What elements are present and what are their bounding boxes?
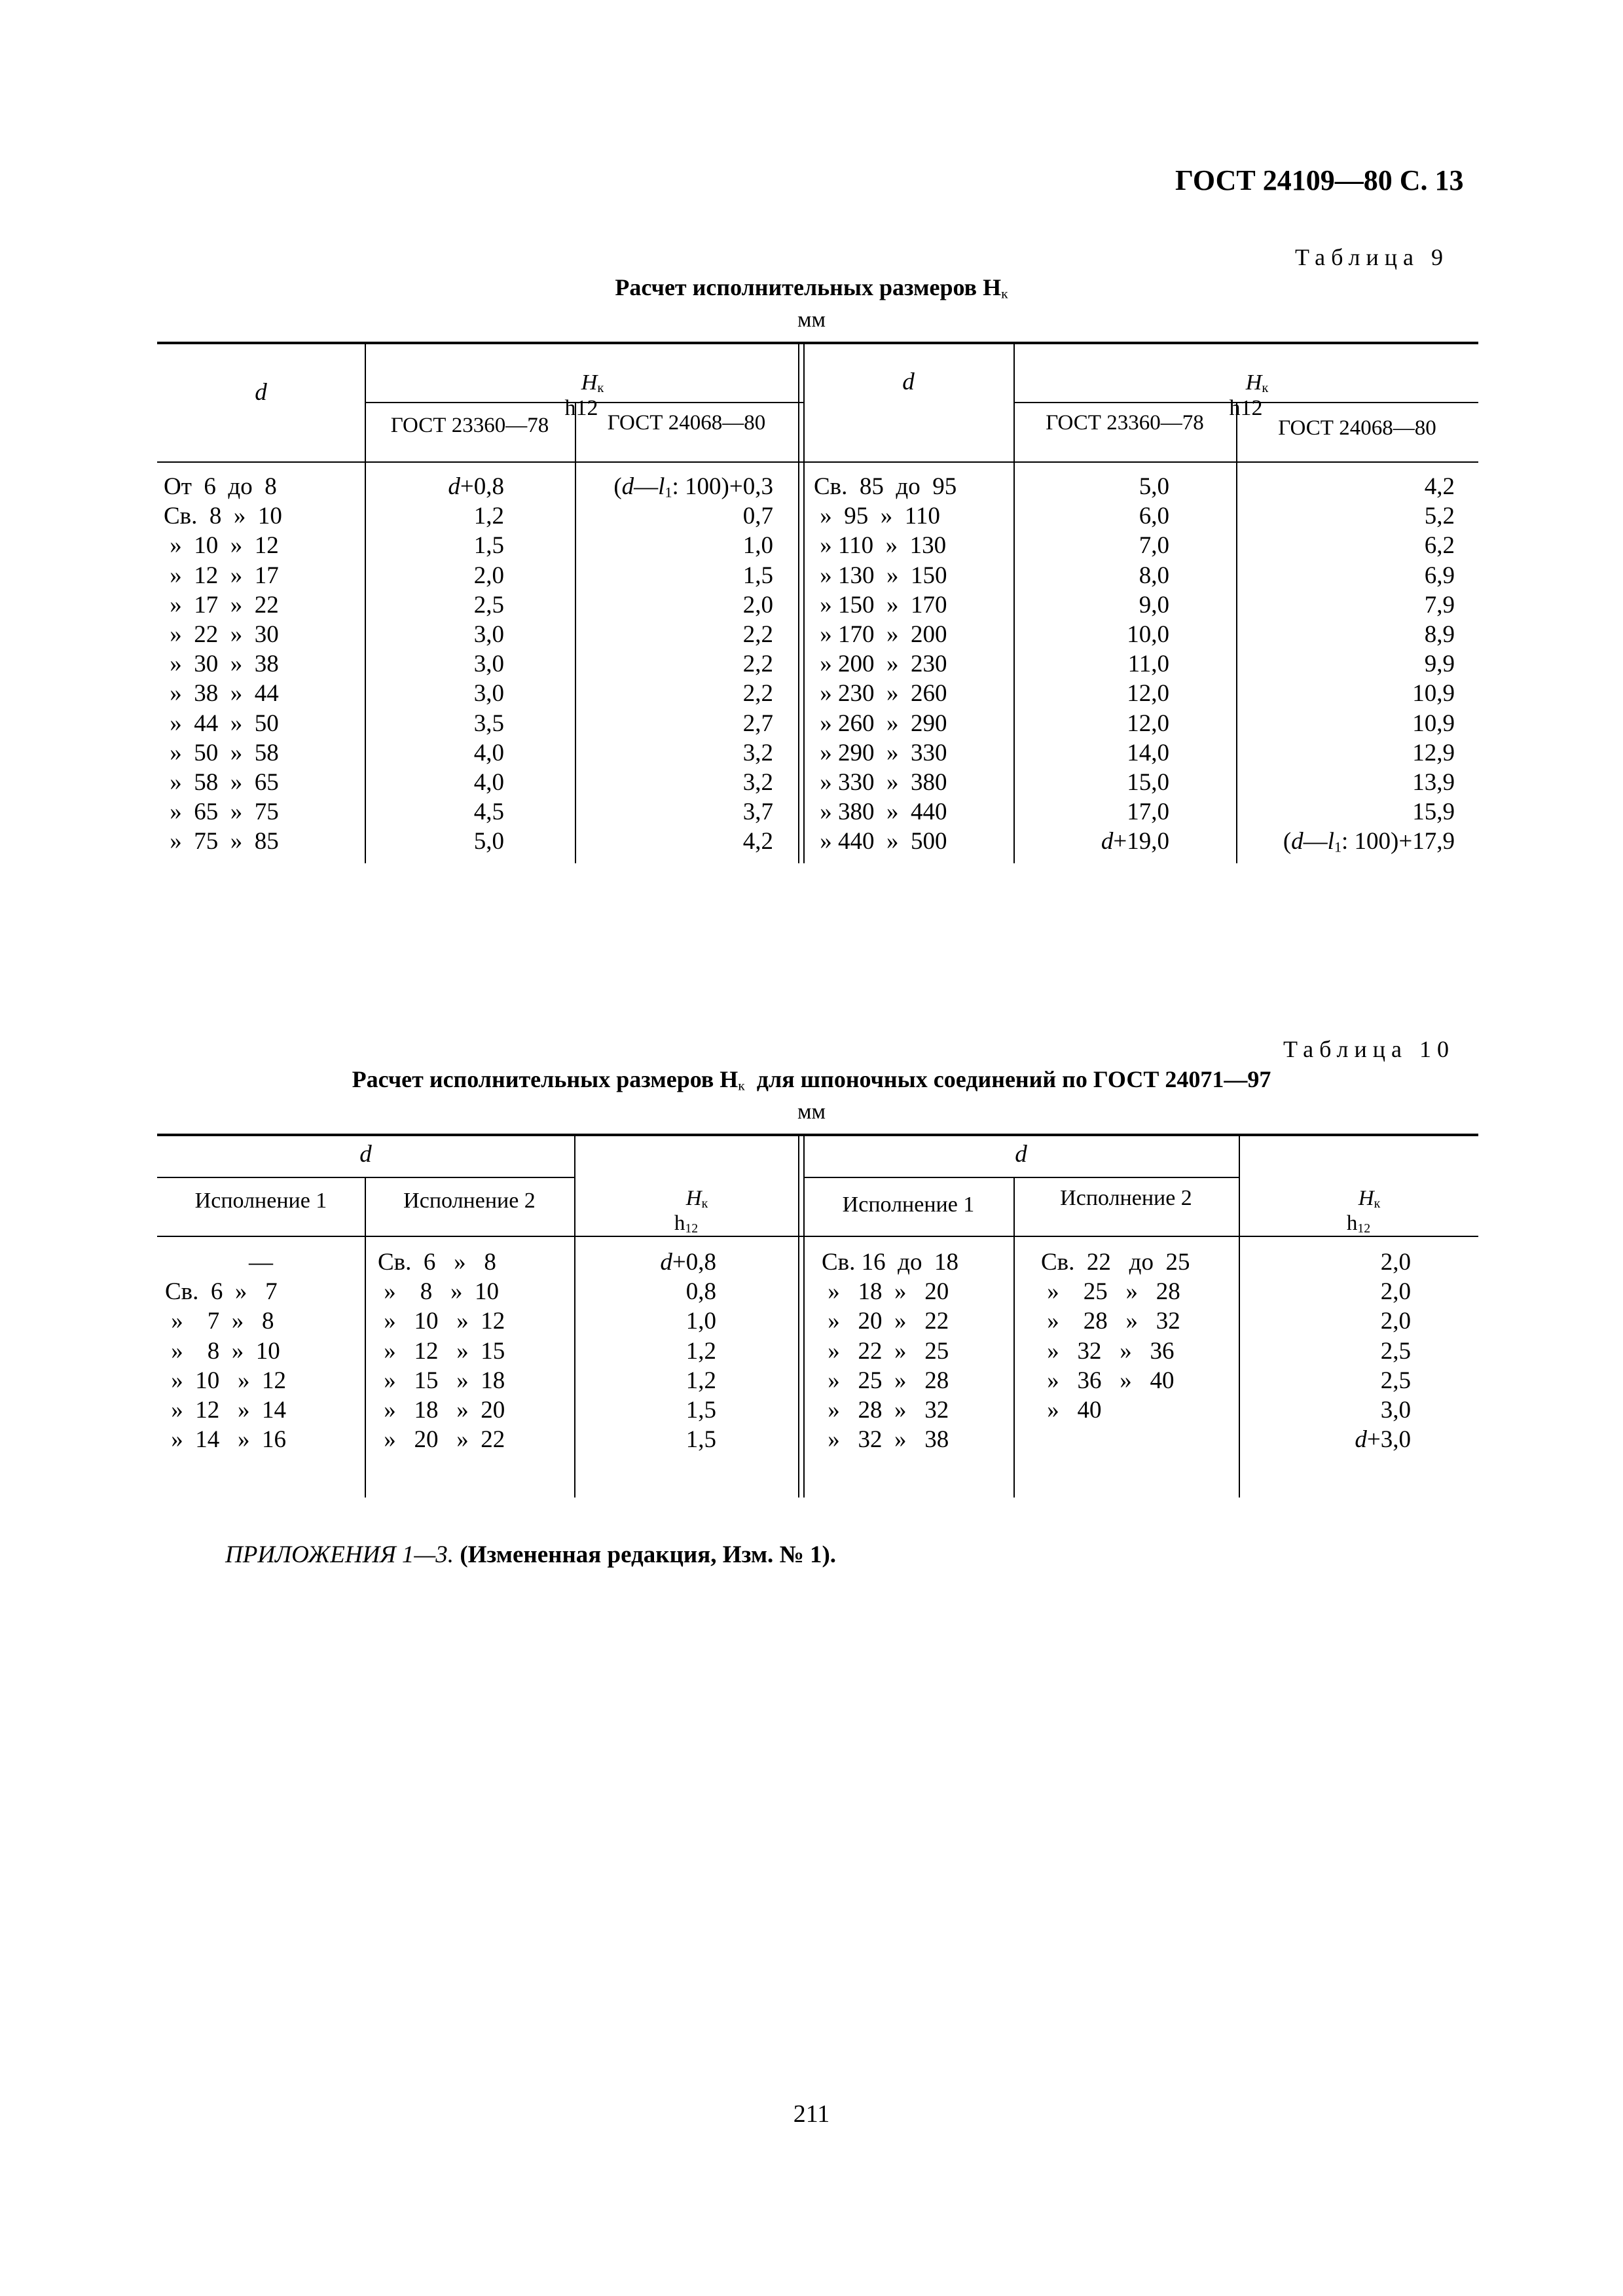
table10-cell-exec2: » 40 — [1041, 1397, 1102, 1424]
table9-col-gost2-left: ГОСТ 24068—80 — [607, 411, 766, 435]
table10-cell-exec2: » 36 » 40 — [1041, 1367, 1175, 1394]
table9-cell-gost1: 9,0 — [1139, 591, 1169, 619]
table9-cell-gost2: 9,9 — [1424, 651, 1455, 678]
footer-note: ПРИЛОЖЕНИЯ 1—3. (Измененная редакция, Изм. № 1). — [225, 1541, 837, 1568]
table9-cell-gost2: 2,2 — [742, 680, 773, 708]
table10-cell-exec2: Св. 22 до 25 — [1041, 1249, 1190, 1276]
table9-cell-gost1: 5,0 — [1139, 473, 1169, 500]
table9-cell-gost1: d+19,0 — [1101, 828, 1169, 855]
table9-col-d-left: d — [255, 379, 267, 406]
table9-cell-d: » 75 » 85 — [164, 828, 279, 855]
table9-cell-d: Св. 8 » 10 — [164, 503, 282, 530]
table9-cell-gost1: 14,0 — [1127, 739, 1169, 766]
table9-cell-d: От 6 до 8 — [164, 473, 277, 500]
table10-cell-h: d+3,0 — [1355, 1426, 1411, 1454]
table9-cell-gost1: 7,0 — [1139, 532, 1169, 560]
table9-cell-d: » 380 » 440 — [814, 798, 947, 826]
table10-cell-exec2: » 10 » 12 — [378, 1308, 505, 1335]
table9-cell-gost2: 2,0 — [742, 591, 773, 619]
table9-label: Таблица 9 — [1295, 244, 1449, 270]
table10-col-h-left: Hк h12 — [674, 1187, 708, 1236]
table9-cell-gost2: 6,2 — [1424, 532, 1455, 560]
table9-cell-gost2: 8,9 — [1424, 621, 1455, 648]
table9-cell-gost2: 2,2 — [742, 651, 773, 678]
table9-col-d-right: d — [902, 368, 915, 395]
table9-cell-d: » 290 » 330 — [814, 739, 947, 766]
table9-cell-gost1: 15,0 — [1127, 769, 1169, 796]
table9-cell-gost2: 5,2 — [1424, 503, 1455, 530]
table10-col-exec2-left: Исполнение 2 — [403, 1189, 536, 1213]
table10-col-d-right: d — [1015, 1141, 1027, 1168]
table9-cell-gost2: 3,2 — [742, 769, 773, 796]
table10-cell-exec1: — — [249, 1249, 273, 1276]
table9-cell-gost2: 12,9 — [1412, 739, 1455, 766]
table10-cell-exec2: » 32 » 36 — [1041, 1337, 1175, 1365]
table9-cell-gost1: 1,2 — [473, 503, 504, 530]
table9-cell-d: » 44 » 50 — [164, 709, 279, 737]
table10-cell-exec2: Св. 6 » 8 — [378, 1249, 496, 1276]
table10-cell-exec1: » 8 » 10 — [165, 1337, 280, 1365]
table9-cell-d: Св. 85 до 95 — [814, 473, 957, 500]
table10-cell-exec2: » 12 » 15 — [378, 1337, 505, 1365]
table9-cell-d: » 200 » 230 — [814, 651, 947, 678]
table10-cell-exec1: » 32 » 38 — [822, 1426, 949, 1454]
table10-cell-h: 2,0 — [1380, 1278, 1411, 1306]
table9-cell-gost2: 6,9 — [1424, 562, 1455, 589]
table9-cell-gost1: 1,5 — [473, 532, 504, 560]
table10-cell-exec2: » 28 » 32 — [1041, 1308, 1180, 1335]
table10-col-exec1-left: Исполнение 1 — [194, 1189, 327, 1213]
table10-cell-h: 1,5 — [685, 1426, 716, 1454]
table9-cell-gost2: 7,9 — [1424, 591, 1455, 619]
table9-cell-gost2: 3,7 — [742, 798, 773, 826]
table10-cell-h: 2,5 — [1380, 1337, 1411, 1365]
table10-col-exec2-right: Исполнение 2 — [1060, 1186, 1192, 1210]
table9-cell-gost1: 8,0 — [1139, 562, 1169, 589]
table9-unit: мм — [797, 308, 826, 332]
table10-cell-exec1: » 14 » 16 — [165, 1426, 286, 1454]
table10-label: Таблица 10 — [1283, 1036, 1455, 1062]
table9-cell-d: » 110 » 130 — [814, 532, 947, 560]
table10-cell-exec2: » 18 » 20 — [378, 1397, 505, 1424]
table9-cell-gost2: 1,5 — [742, 562, 773, 589]
table9-cell-d: » 50 » 58 — [164, 739, 279, 766]
table9-cell-d: » 22 » 30 — [164, 621, 279, 648]
table9-cell-gost2: 10,9 — [1412, 680, 1455, 708]
table9-cell-d: » 58 » 65 — [164, 769, 279, 796]
table10-cell-h: 2,5 — [1380, 1367, 1411, 1394]
table9-cell-d: » 10 » 12 — [164, 532, 279, 560]
table9-cell-gost2: 0,7 — [742, 503, 773, 530]
table10-cell-h: 1,2 — [685, 1367, 716, 1394]
table9-cell-gost1: 3,0 — [473, 621, 504, 648]
table9-cell-gost2: 3,2 — [742, 739, 773, 766]
table9-cell-d: » 170 » 200 — [814, 621, 947, 648]
table9-cell-d: » 17 » 22 — [164, 591, 279, 619]
page-header: ГОСТ 24109—80 С. 13 — [1175, 164, 1464, 196]
table10-cell-exec2: » 25 » 28 — [1041, 1278, 1180, 1306]
table9-cell-gost1: 17,0 — [1127, 798, 1169, 826]
table9-cell-gost2: 13,9 — [1412, 769, 1455, 796]
table9-cell-gost2: 15,9 — [1412, 798, 1455, 826]
table9-cell-gost1: 10,0 — [1127, 621, 1169, 648]
table10-cell-exec1: Св. 6 » 7 — [165, 1278, 278, 1306]
table9-cell-gost1: 4,0 — [473, 739, 504, 766]
table9-col-h-right: $H_к$ h12 — [1229, 370, 1269, 421]
table10-cell-h: d+0,8 — [660, 1249, 716, 1276]
table10-cell-exec1: » 7 » 8 — [165, 1308, 274, 1335]
table10-cell-exec1: » 12 » 14 — [165, 1397, 286, 1424]
table9-cell-d: » 330 » 380 — [814, 769, 947, 796]
table10-cell-h: 2,0 — [1380, 1249, 1411, 1276]
table9-col-gost2-right: ГОСТ 24068—80 — [1278, 416, 1436, 440]
table9-cell-d: » 130 » 150 — [814, 562, 947, 589]
table10-col-exec1-right: Исполнение 1 — [842, 1193, 975, 1217]
table9-cell-gost1: 11,0 — [1127, 651, 1169, 678]
table10-cell-exec1: » 20 » 22 — [822, 1308, 949, 1335]
table9-col-gost1-left: ГОСТ 23360—78 — [390, 414, 549, 437]
table9-cell-gost1: 5,0 — [473, 828, 504, 855]
table9-cell-gost2: 4,2 — [742, 828, 773, 855]
table9-cell-d: » 65 » 75 — [164, 798, 279, 826]
table10-cell-h: 1,5 — [685, 1397, 716, 1424]
table9-cell-gost1: 3,5 — [473, 709, 504, 737]
table9-cell-d: » 230 » 260 — [814, 680, 947, 708]
table9-cell-gost2: 2,7 — [742, 709, 773, 737]
table9-cell-gost1: 12,0 — [1127, 709, 1169, 737]
table9-cell-gost1: d+0,8 — [448, 473, 504, 500]
table10-cell-exec1: » 22 » 25 — [822, 1337, 949, 1365]
table9-cell-gost1: 2,0 — [473, 562, 504, 589]
table10-cell-h: 1,0 — [685, 1308, 716, 1335]
table9-col-gost1-right: ГОСТ 23360—78 — [1046, 411, 1204, 435]
table9-cell-d: » 150 » 170 — [814, 591, 947, 619]
table10-unit: мм — [797, 1100, 826, 1124]
table9-cell-gost2: ($d—l_1$: 100)+0,3 — [613, 473, 773, 501]
table9-cell-gost2: 1,0 — [742, 532, 773, 560]
table9-cell-d: » 260 » 290 — [814, 709, 947, 737]
table10-cell-exec1: » 28 » 32 — [822, 1397, 949, 1424]
table9-cell-d: » 440 » 500 — [814, 828, 947, 855]
table10-title: Расчет исполнительных размеров $H_к$ для шпоночных соединений по ГОСТ 24071—97 — [352, 1066, 1271, 1094]
table9-cell-gost1: 3,0 — [473, 651, 504, 678]
table10-cell-exec1: Св. 16 до 18 — [822, 1249, 958, 1276]
table9-cell-gost1: 3,0 — [473, 680, 504, 708]
table9-cell-gost1: 4,0 — [473, 769, 504, 796]
table10-cell-exec2: » 20 » 22 — [378, 1426, 505, 1454]
table10-cell-h: 0,8 — [685, 1278, 716, 1306]
table10-cell-exec1: » 18 » 20 — [822, 1278, 949, 1306]
table10-cell-exec1: » 10 » 12 — [165, 1367, 286, 1394]
table9-cell-d: » 30 » 38 — [164, 651, 279, 678]
page-number: 211 — [793, 2100, 830, 2128]
table10-col-h-right: Hк h12 — [1346, 1187, 1381, 1236]
table9-cell-gost1: 12,0 — [1127, 680, 1169, 708]
table10-col-d-left: d — [359, 1141, 372, 1168]
table9-cell-d: » 38 » 44 — [164, 680, 279, 708]
table9-title: Расчет исполнительных размеров $H_к$ — [615, 274, 1008, 302]
table10-cell-exec2: » 8 » 10 — [378, 1278, 499, 1306]
table10-cell-h: 1,2 — [685, 1337, 716, 1365]
table9-cell-gost1: 6,0 — [1139, 503, 1169, 530]
table9-cell-gost2: ($d—l_1$: 100)+17,9 — [1283, 828, 1455, 855]
table9-cell-gost1: 4,5 — [473, 798, 504, 826]
table9-cell-gost2: 10,9 — [1412, 709, 1455, 737]
table9-cell-d: » 95 » 110 — [814, 503, 940, 530]
table10-cell-h: 3,0 — [1380, 1397, 1411, 1424]
table9-cell-gost1: 2,5 — [473, 591, 504, 619]
table9-col-h-left: $H_к$ h12 — [564, 370, 604, 421]
table10-cell-h: 2,0 — [1380, 1308, 1411, 1335]
table9-cell-gost2: 4,2 — [1424, 473, 1455, 500]
table9-cell-d: » 12 » 17 — [164, 562, 279, 589]
table10-cell-exec1: » 25 » 28 — [822, 1367, 949, 1394]
table10-cell-exec2: » 15 » 18 — [378, 1367, 505, 1394]
table9-cell-gost2: 2,2 — [742, 621, 773, 648]
